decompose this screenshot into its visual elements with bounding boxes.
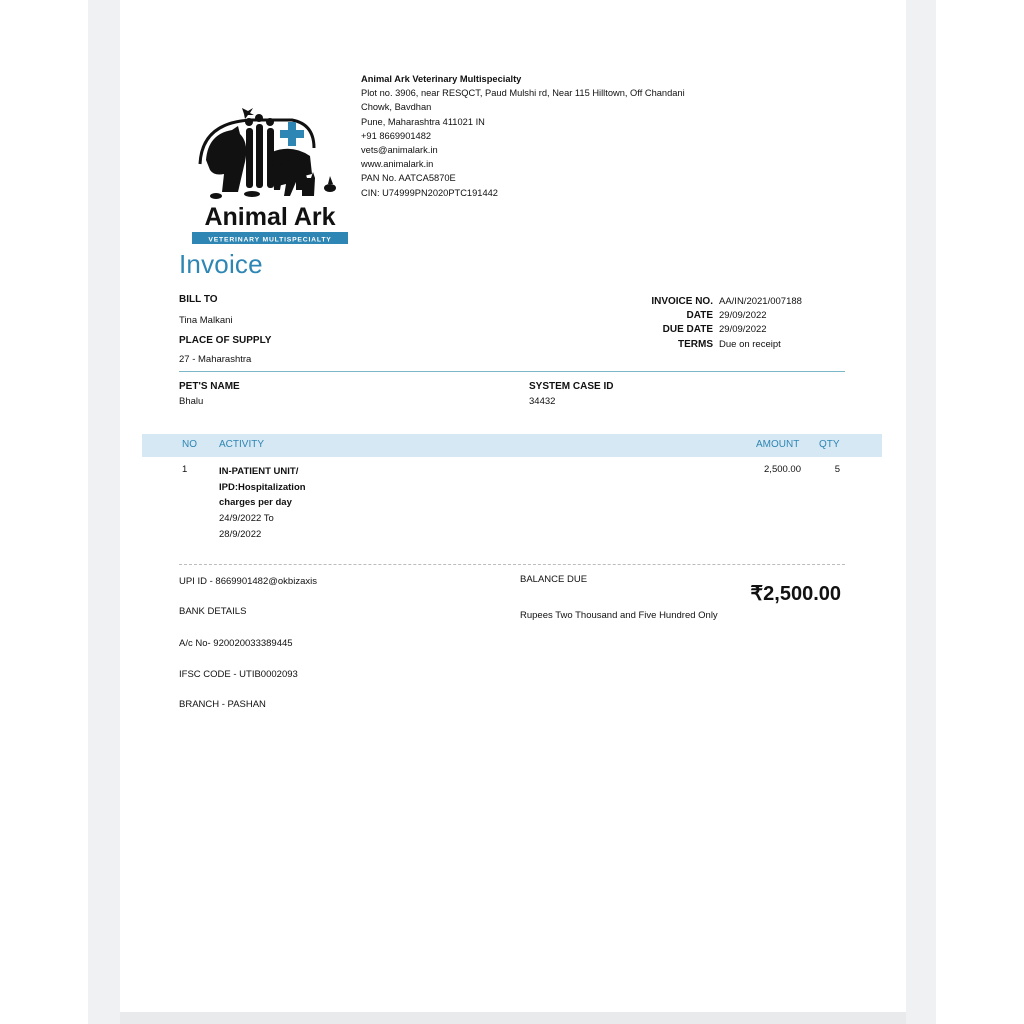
meta-row-terms: [600, 337, 815, 351]
bank-details-label: BANK DETAILS: [179, 606, 247, 617]
place-of-supply-value: 27 - Maharashtra: [179, 354, 252, 365]
row-qty: 5: [834, 464, 840, 475]
row-no: 1: [182, 464, 188, 475]
meta-value: AA/IN/2021/007188: [719, 295, 802, 307]
viewer-gutter-left: [88, 0, 120, 1024]
activity-line: IPD:Hospitalization: [219, 481, 306, 493]
pet-name-label: PET'S NAME: [179, 381, 240, 392]
description-line: 28/9/2022: [219, 528, 262, 540]
col-header-amount: AMOUNT: [756, 439, 800, 450]
meta-row-invoice-no: [600, 294, 815, 308]
upi-id: UPI ID - 8669901482@okbizaxis: [179, 576, 317, 587]
totals-divider: [179, 564, 845, 565]
company-phone: +91 8669901482: [361, 130, 432, 141]
ifsc-code: IFSC CODE - UTIB0002093: [179, 669, 298, 680]
meta-label: INVOICE NO.: [651, 295, 713, 307]
company-cin: CIN: U74999PN2020PTC191442: [361, 187, 498, 198]
activity-line: IN-PATIENT UNIT/: [219, 466, 299, 477]
page-shadow: [120, 1012, 906, 1024]
company-address-line2: Chowk, Bavdhan: [361, 102, 432, 113]
pet-name-value: Bhalu: [179, 396, 204, 407]
col-header-qty: QTY: [819, 439, 840, 450]
company-pan: PAN No. AATCA5870E: [361, 173, 456, 184]
bill-to-label: BILL TO: [179, 294, 218, 305]
meta-row-due-date: [600, 323, 815, 337]
case-id-value: 34432: [529, 396, 556, 407]
company-address-line3: Pune, Maharashtra 411021 IN: [361, 116, 485, 127]
meta-label: TERMS: [678, 338, 713, 350]
branch: BRANCH - PASHAN: [179, 699, 266, 710]
activity-line: charges per day: [219, 497, 292, 508]
viewer-gutter-right: [906, 0, 936, 1024]
row-activity: [219, 464, 306, 511]
account-number: A/c No- 920020033389445: [179, 638, 293, 649]
section-divider: [179, 371, 845, 372]
description-line: 24/9/2022 To: [219, 513, 274, 524]
place-of-supply-label: PLACE OF SUPPLY: [179, 335, 272, 346]
items-table-header: [142, 434, 882, 457]
meta-label: DATE: [686, 310, 713, 322]
meta-value: 29/09/2022: [719, 310, 767, 322]
case-id-label: SYSTEM CASE ID: [529, 381, 614, 392]
company-website: www.animalark.in: [361, 159, 434, 170]
col-header-no: NO: [182, 439, 197, 450]
amount-in-words: Rupees Two Thousand and Five Hundred Only: [520, 610, 718, 621]
col-header-activity: ACTIVITY: [219, 439, 265, 450]
animal-silhouettes-icon: [192, 104, 350, 246]
animal-ark-logo: [192, 104, 350, 246]
meta-row-date: [600, 308, 815, 322]
meta-value: 29/09/2022: [719, 324, 767, 336]
invoice-title: Invoice: [179, 249, 263, 279]
meta-label: DUE DATE: [662, 324, 713, 336]
invoice-meta: [600, 294, 815, 352]
meta-value: Due on receipt: [719, 338, 781, 350]
row-amount: 2,500.00: [764, 464, 801, 475]
logo-wordmark: Animal Ark: [204, 203, 336, 231]
balance-due-amount: ₹2,500.00: [750, 583, 841, 605]
company-email: vets@animalark.in: [361, 145, 438, 156]
row-description: [219, 511, 274, 542]
bill-to-name: Tina Malkani: [179, 315, 233, 326]
company-address-line1: Plot no. 3906, near RESQCT, Paud Mulshi rd, Near 115 Hilltown, Off Chandani: [361, 88, 685, 99]
balance-due-label: BALANCE DUE: [520, 574, 588, 585]
company-details: [361, 72, 781, 200]
company-name: Animal Ark Veterinary Multispecialty: [361, 74, 522, 84]
logo-tagline: VETERINARY MULTISPECIALTY: [208, 236, 332, 244]
